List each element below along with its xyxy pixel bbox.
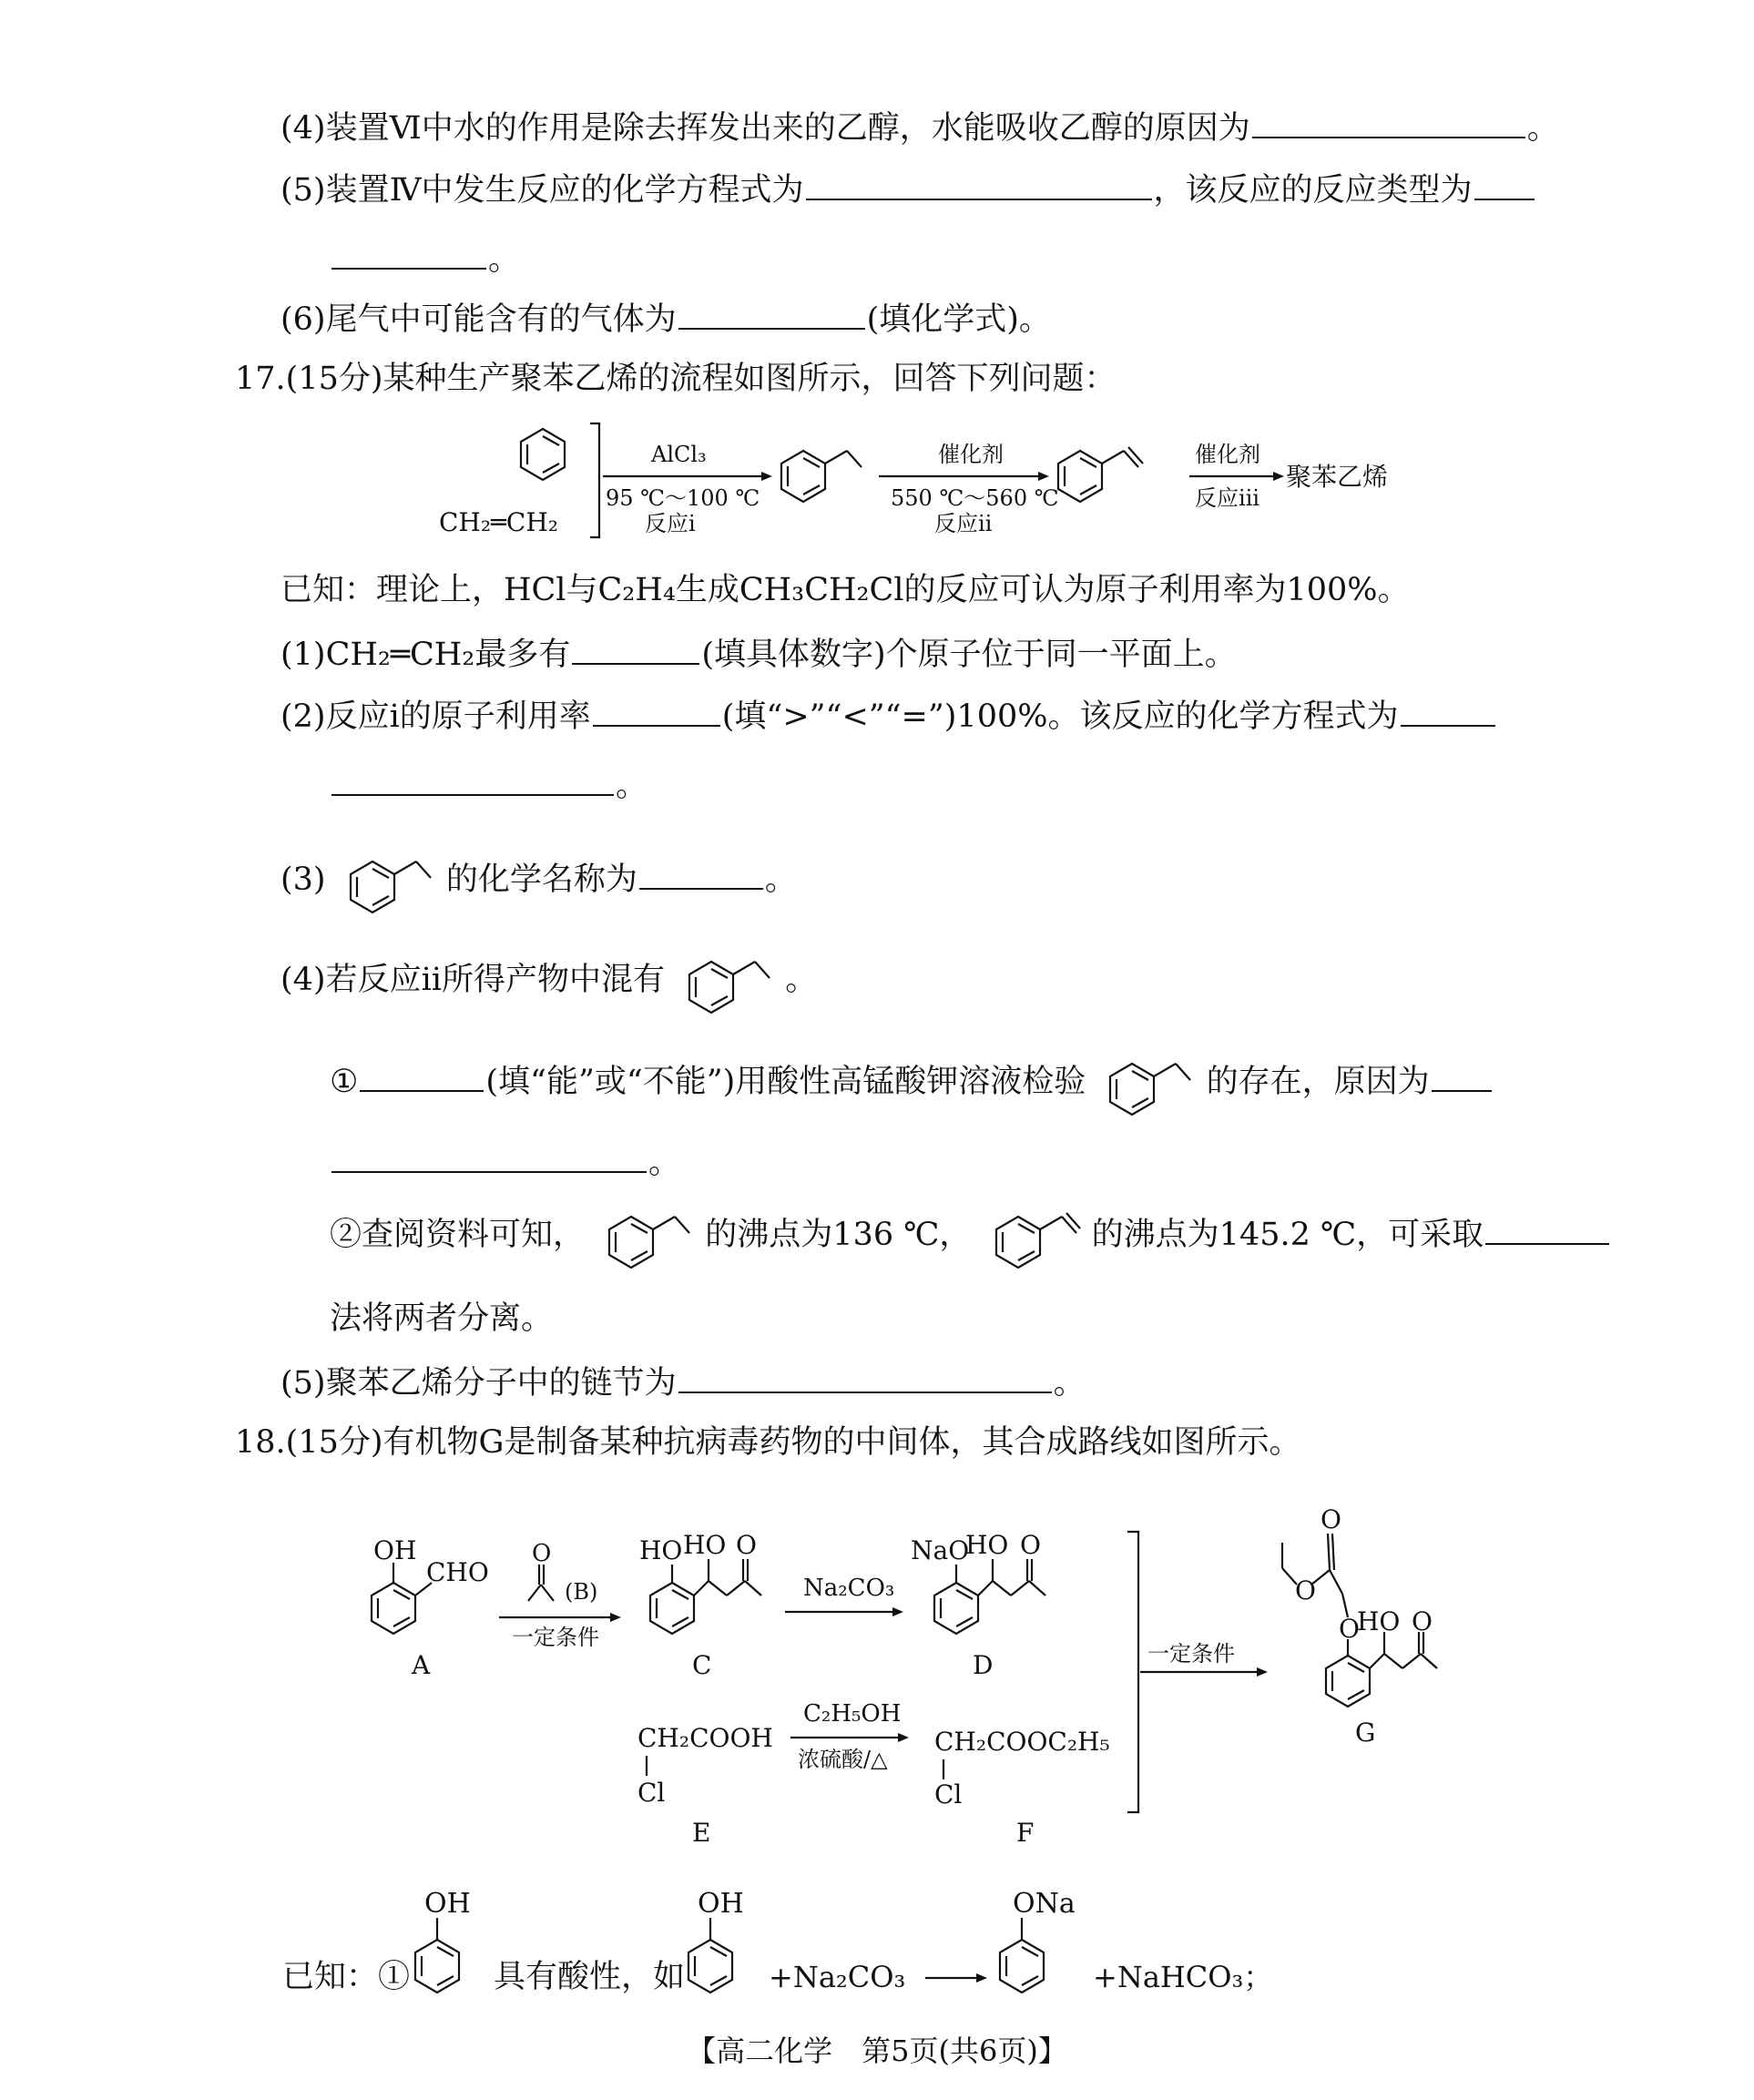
compound-g-ketone-oxygen: O xyxy=(1412,1606,1433,1636)
reagent-b-label: (B) xyxy=(565,1579,598,1605)
q17-part4-sub2-cont: 法将两者分离。 xyxy=(330,1300,554,1337)
synthesis-route-diagram xyxy=(337,1483,1475,1865)
compound-g-label: G xyxy=(1355,1718,1376,1748)
q17-part4: (4)若反应ⅱ所得产物中混有 。 xyxy=(280,943,817,1016)
q16-part6: (6)尾气中可能含有的气体为 (填化学式)。 xyxy=(280,297,1051,340)
answer-blank[interactable] xyxy=(639,857,763,890)
q17-part2: (2)反应ⅰ的原子利用率 (填“>”“<”“=”)100%。该反应的化学方程式为 xyxy=(280,694,1497,737)
answer-blank[interactable] xyxy=(1252,106,1525,138)
q17-part1: (1)CH₂═CH₂最多有 (填具体数字)个原子位于同一平面上。 xyxy=(280,632,1237,675)
compound-c-structure xyxy=(650,1559,761,1634)
temp-range-1: 95 ℃～100 ℃ xyxy=(606,485,760,511)
q16-part5-cont: 。 xyxy=(330,237,520,280)
compound-g-carbonyl-oxygen: O xyxy=(1321,1504,1341,1534)
phenol-structure xyxy=(415,1918,459,1993)
answer-blank[interactable] xyxy=(360,1059,484,1092)
compound-c-ho-2: HO xyxy=(683,1530,727,1560)
reagent-alcl3: AlCl₃ xyxy=(651,442,707,467)
compound-a-structure xyxy=(372,1563,432,1634)
answer-blank[interactable] xyxy=(572,632,699,665)
compound-e-formula: CH₂COOH xyxy=(637,1723,773,1753)
compound-d-oxygen: O xyxy=(1020,1530,1041,1560)
compound-a-oh: OH xyxy=(373,1535,417,1565)
answer-blank[interactable] xyxy=(331,237,486,270)
compound-f-formula: CH₂COOC₂H₅ xyxy=(934,1727,1110,1757)
page-footer: 【高二化学 第5页(共6页)】 xyxy=(687,2034,1067,2068)
phenol-oh-2: OH xyxy=(698,1888,744,1920)
q17-known: 已知：理论上，HCl与C₂H₄生成CH₃CH₂Cl的反应可认为原子利用率为100%。 xyxy=(280,572,1410,608)
compound-a-label: A xyxy=(412,1650,431,1680)
compound-f-cl: Cl xyxy=(934,1779,963,1809)
compound-c-label: C xyxy=(692,1650,712,1680)
phenoxide-ona: ONa xyxy=(1013,1888,1076,1920)
ethylene-formula: CH₂═CH₂ xyxy=(439,507,558,537)
compound-f-label: F xyxy=(1016,1818,1035,1848)
answer-blank[interactable] xyxy=(593,694,720,727)
sodium-phenoxide-structure xyxy=(1000,1918,1044,1993)
compound-e-label: E xyxy=(692,1818,711,1848)
compound-g-ho: HO xyxy=(1357,1606,1401,1636)
q17-part4-sub2: ②查阅资料可知， 的沸点为136 ℃， 的沸点为145.2 ℃，可采取 xyxy=(330,1198,1611,1271)
q17-part4-sub1: ① (填“能”或“不能”)用酸性高锰酸钾溶液检验 的存在，原因为 xyxy=(330,1045,1494,1118)
condition-label-1: 一定条件 xyxy=(512,1625,599,1650)
plus-sodium-bicarbonate: +NaHCO₃； xyxy=(1093,1960,1273,1994)
plus-sodium-carbonate: +Na₂CO₃ xyxy=(769,1960,906,1994)
answer-blank[interactable] xyxy=(1485,1212,1609,1245)
compound-a-cho: CHO xyxy=(426,1557,489,1587)
condition-label-2: 一定条件 xyxy=(1147,1641,1235,1667)
reagent-acid-heat: 浓硫酸/△ xyxy=(798,1747,888,1772)
known-label: 已知：① xyxy=(282,1959,411,1995)
phenol-acidity-equation xyxy=(273,1876,1275,2013)
answer-blank[interactable] xyxy=(1401,694,1495,727)
compound-g-ester-oxygen: O xyxy=(1295,1575,1316,1606)
answer-blank[interactable] xyxy=(331,763,614,796)
ethylbenzene-structure xyxy=(1096,1047,1196,1120)
q17-part3: (3) 的化学名称为 。 xyxy=(280,843,797,916)
answer-blank[interactable] xyxy=(1474,168,1535,200)
known-text: 具有酸性，如 xyxy=(494,1959,686,1995)
phenol-oh-1: OH xyxy=(424,1888,471,1920)
q16-part5: (5)装置Ⅳ中发生反应的化学方程式为 ，该反应的反应类型为 xyxy=(280,168,1536,210)
polystyrene-flow-diagram xyxy=(428,414,1430,551)
temp-range-2: 550 ℃～560 ℃ xyxy=(891,485,1059,511)
catalyst-label-2: 催化剂 xyxy=(1195,442,1260,467)
reaction-i-label: 反应ⅰ xyxy=(645,511,696,536)
answer-blank[interactable] xyxy=(1432,1059,1492,1092)
compound-c-oxygen: O xyxy=(736,1530,757,1560)
reagent-na2co3: Na₂CO₃ xyxy=(803,1575,895,1602)
q17-part4-sub1-cont: 。 xyxy=(330,1140,680,1183)
catalyst-label-1: 催化剂 xyxy=(938,442,1004,467)
compound-e-cl: Cl xyxy=(637,1778,666,1808)
compound-c-ho-1: HO xyxy=(639,1535,683,1565)
ethylbenzene-structure xyxy=(675,945,775,1018)
compound-d-ho: HO xyxy=(965,1530,1009,1560)
compound-d-label: D xyxy=(973,1650,994,1680)
acetone-oxygen: O xyxy=(532,1540,552,1567)
q16-part4: (4)装置Ⅵ中水的作用是除去挥发出来的乙醇，水能吸收乙醇的原因为 。 xyxy=(280,106,1559,148)
q17-part2-cont: 。 xyxy=(330,763,648,806)
answer-blank[interactable] xyxy=(678,297,865,330)
compound-d-structure xyxy=(934,1559,1045,1634)
reagent-ethanol: C₂H₅OH xyxy=(803,1700,902,1728)
ethylbenzene-structure xyxy=(781,451,862,502)
acetone-structure xyxy=(528,1565,554,1601)
ethylbenzene-structure xyxy=(595,1200,695,1273)
phenol-structure xyxy=(688,1918,732,1993)
q17-part5: (5)聚苯乙烯分子中的链节为 。 xyxy=(280,1361,1086,1403)
styrene-structure xyxy=(982,1200,1082,1273)
compound-g-ether-oxygen: O xyxy=(1339,1614,1360,1644)
answer-blank[interactable] xyxy=(806,168,1152,200)
q17-header: 17.(15分)某种生产聚苯乙烯的流程如图所示，回答下列问题： xyxy=(235,361,1117,397)
ethylbenzene-structure xyxy=(336,845,436,918)
reaction-iii-label: 反应ⅲ xyxy=(1195,485,1260,511)
q18-header: 18.(15分)有机物G是制备某种抗病毒药物的中间体，其合成路线如图所示。 xyxy=(235,1424,1301,1461)
benzene-structure xyxy=(521,429,565,480)
product-polystyrene: 聚苯乙烯 xyxy=(1286,462,1389,492)
styrene-structure xyxy=(1058,447,1143,502)
compound-d-nao: NaO xyxy=(911,1535,970,1565)
answer-blank[interactable] xyxy=(678,1361,1052,1393)
reaction-ii-label: 反应ⅱ xyxy=(934,511,993,536)
answer-blank[interactable] xyxy=(331,1140,647,1173)
